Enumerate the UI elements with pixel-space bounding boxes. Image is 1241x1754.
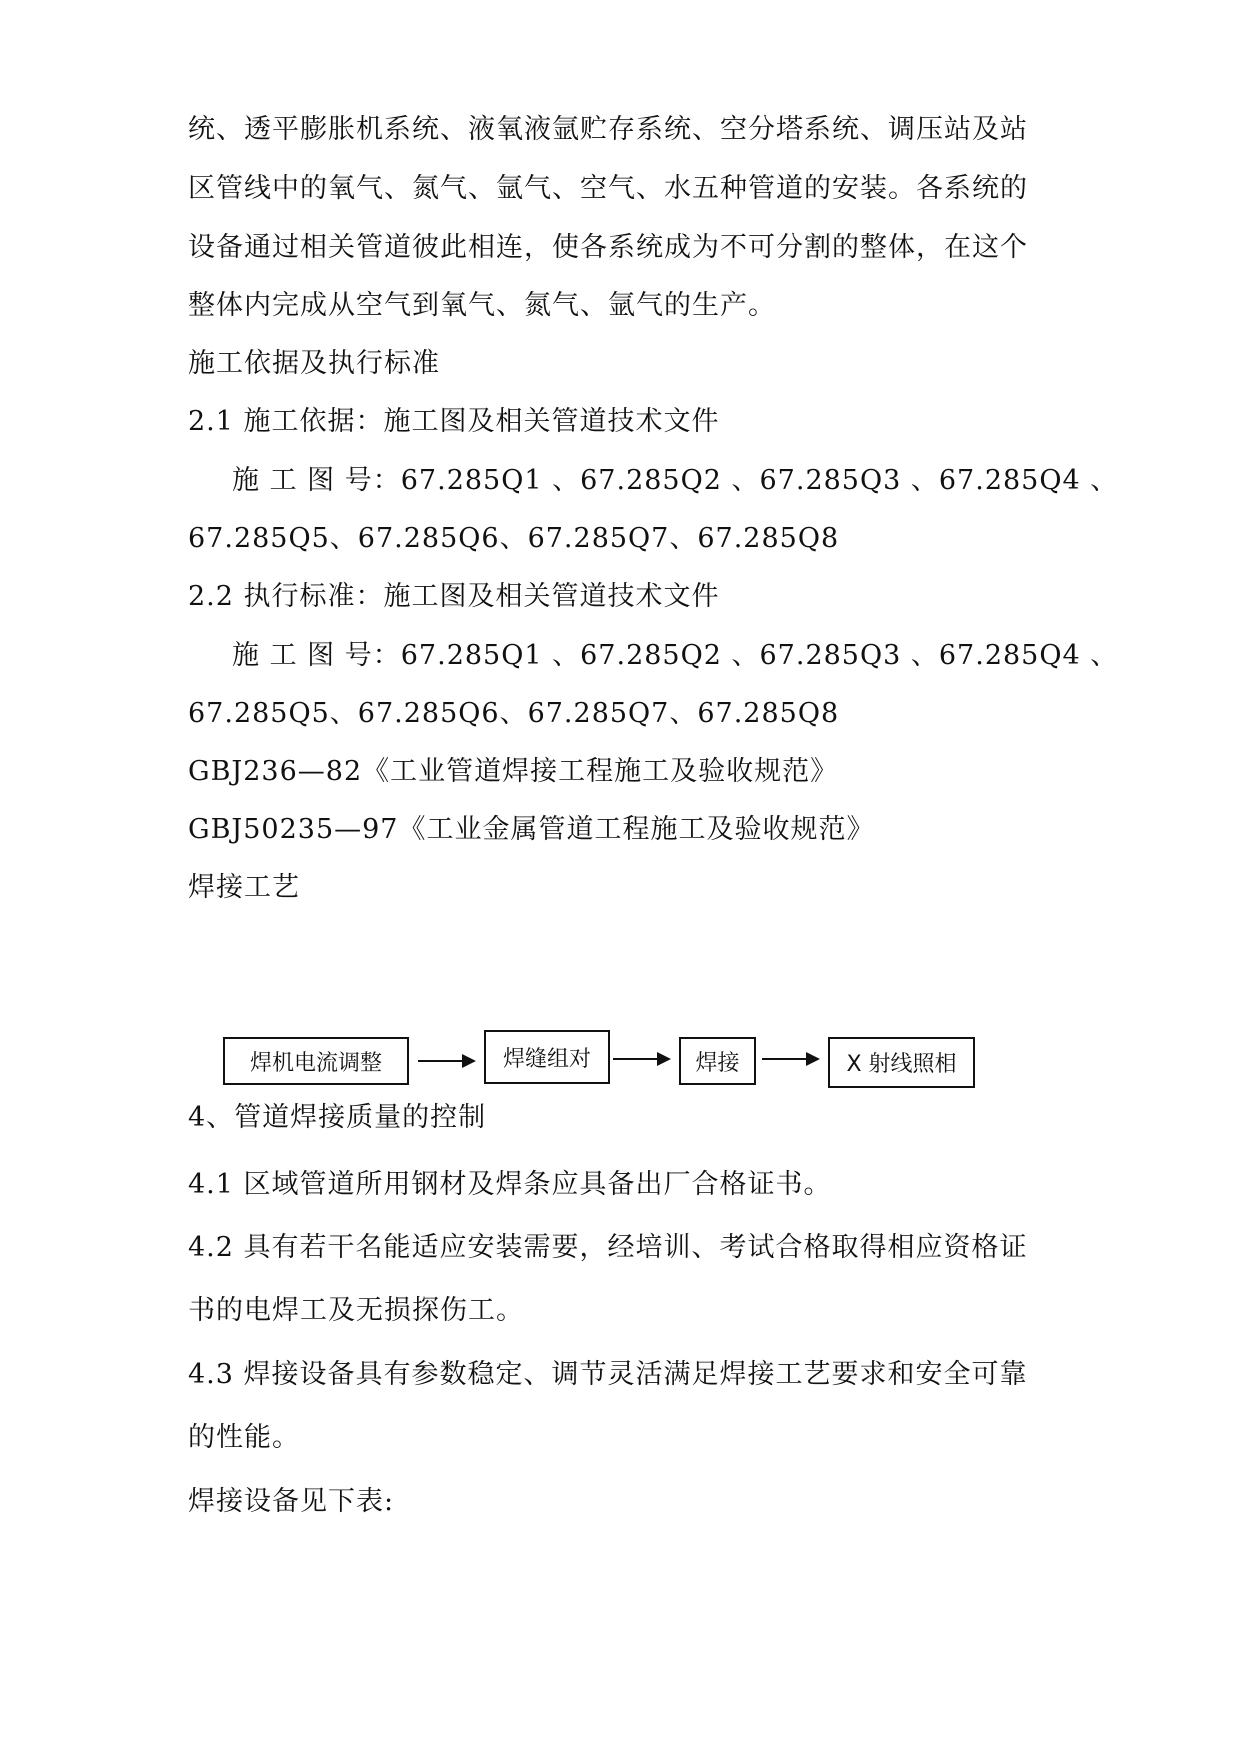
drawing-numbers-continued: 67.285Q5、67.285Q6、67.285Q7、67.285Q8 (188, 523, 840, 554)
drawing-number: 67.285Q4 、 (938, 640, 1119, 671)
drawing-label: 施 工 图 号： (232, 465, 401, 496)
flow-step-xray: X 射线照相 (828, 1037, 975, 1088)
drawing-number: 67.285Q1 、 (400, 465, 581, 496)
standard-reference: GBJ50235—97《工业金属管道工程施工及验收规范》 (188, 814, 875, 845)
flow-step-current-adjust: 焊机电流调整 (223, 1037, 409, 1085)
drawing-number: 67.285Q3 、 (759, 465, 939, 496)
drawing-numbers-continued: 67.285Q5、67.285Q6、67.285Q7、67.285Q8 (188, 698, 840, 729)
quality-item-4-3-continued: 的性能。 (188, 1422, 300, 1453)
standard-reference: GBJ236—82《工业管道焊接工程施工及验收规范》 (188, 756, 839, 787)
text-line: 4.3 焊接设备具有参数稳定、调节灵活满足焊接工艺要求和安全可靠 (188, 1359, 1028, 1390)
drawing-number: 67.285Q2 、 (580, 465, 760, 496)
quality-item-4-1: 4.1 区域管道所用钢材及焊条应具备出厂合格证书。 (188, 1169, 832, 1200)
quality-item-4-2-continued: 书的电焊工及无损探伤工。 (188, 1295, 524, 1326)
flow-arrow-icon (613, 1058, 669, 1060)
paragraph-line: 整体内完成从空气到氧气、氮气、氩气的生产。 (188, 290, 776, 321)
flow-arrow-icon (762, 1058, 818, 1060)
drawing-number: 67.285Q3 、 (759, 640, 939, 671)
flow-step-welding: 焊接 (679, 1037, 756, 1085)
equipment-table-intro: 焊接设备见下表: (188, 1486, 395, 1517)
text-line: 统、透平膨胀机系统、液氧液氩贮存系统、空分塔系统、调压站及站 (188, 114, 1028, 145)
text-line: 4.2 具有若干名能适应安装需要，经培训、考试合格取得相应资格证 (188, 1232, 1028, 1263)
flow-arrow-icon (418, 1060, 474, 1062)
section-heading: 焊接工艺 (188, 872, 300, 903)
drawing-label: 施 工 图 号： (232, 640, 401, 671)
paragraph-line: 区管线中的氧气、氮气、氩气、空气、水五种管道的安装。各系统的 (188, 173, 1028, 204)
drawing-number: 67.285Q4 、 (938, 465, 1119, 496)
paragraph-line: 设备通过相关管道彼此相连，使各系统成为不可分割的整体，在这个 (188, 232, 1028, 263)
section-heading: 施工依据及执行标准 (188, 348, 440, 379)
quality-item-4-3 (188, 1355, 1056, 1395)
flow-step-joint-fitup: 焊缝组对 (484, 1030, 610, 1084)
section-heading: 4、管道焊接质量的控制 (188, 1102, 487, 1133)
quality-item-4-2 (188, 1228, 1056, 1268)
drawing-number: 67.285Q1 、 (400, 640, 581, 671)
subsection-2-2: 2.2 执行标准：施工图及相关管道技术文件 (188, 581, 720, 612)
drawing-number: 67.285Q2 、 (580, 640, 760, 671)
subsection-2-1: 2.1 施工依据：施工图及相关管道技术文件 (188, 406, 720, 437)
